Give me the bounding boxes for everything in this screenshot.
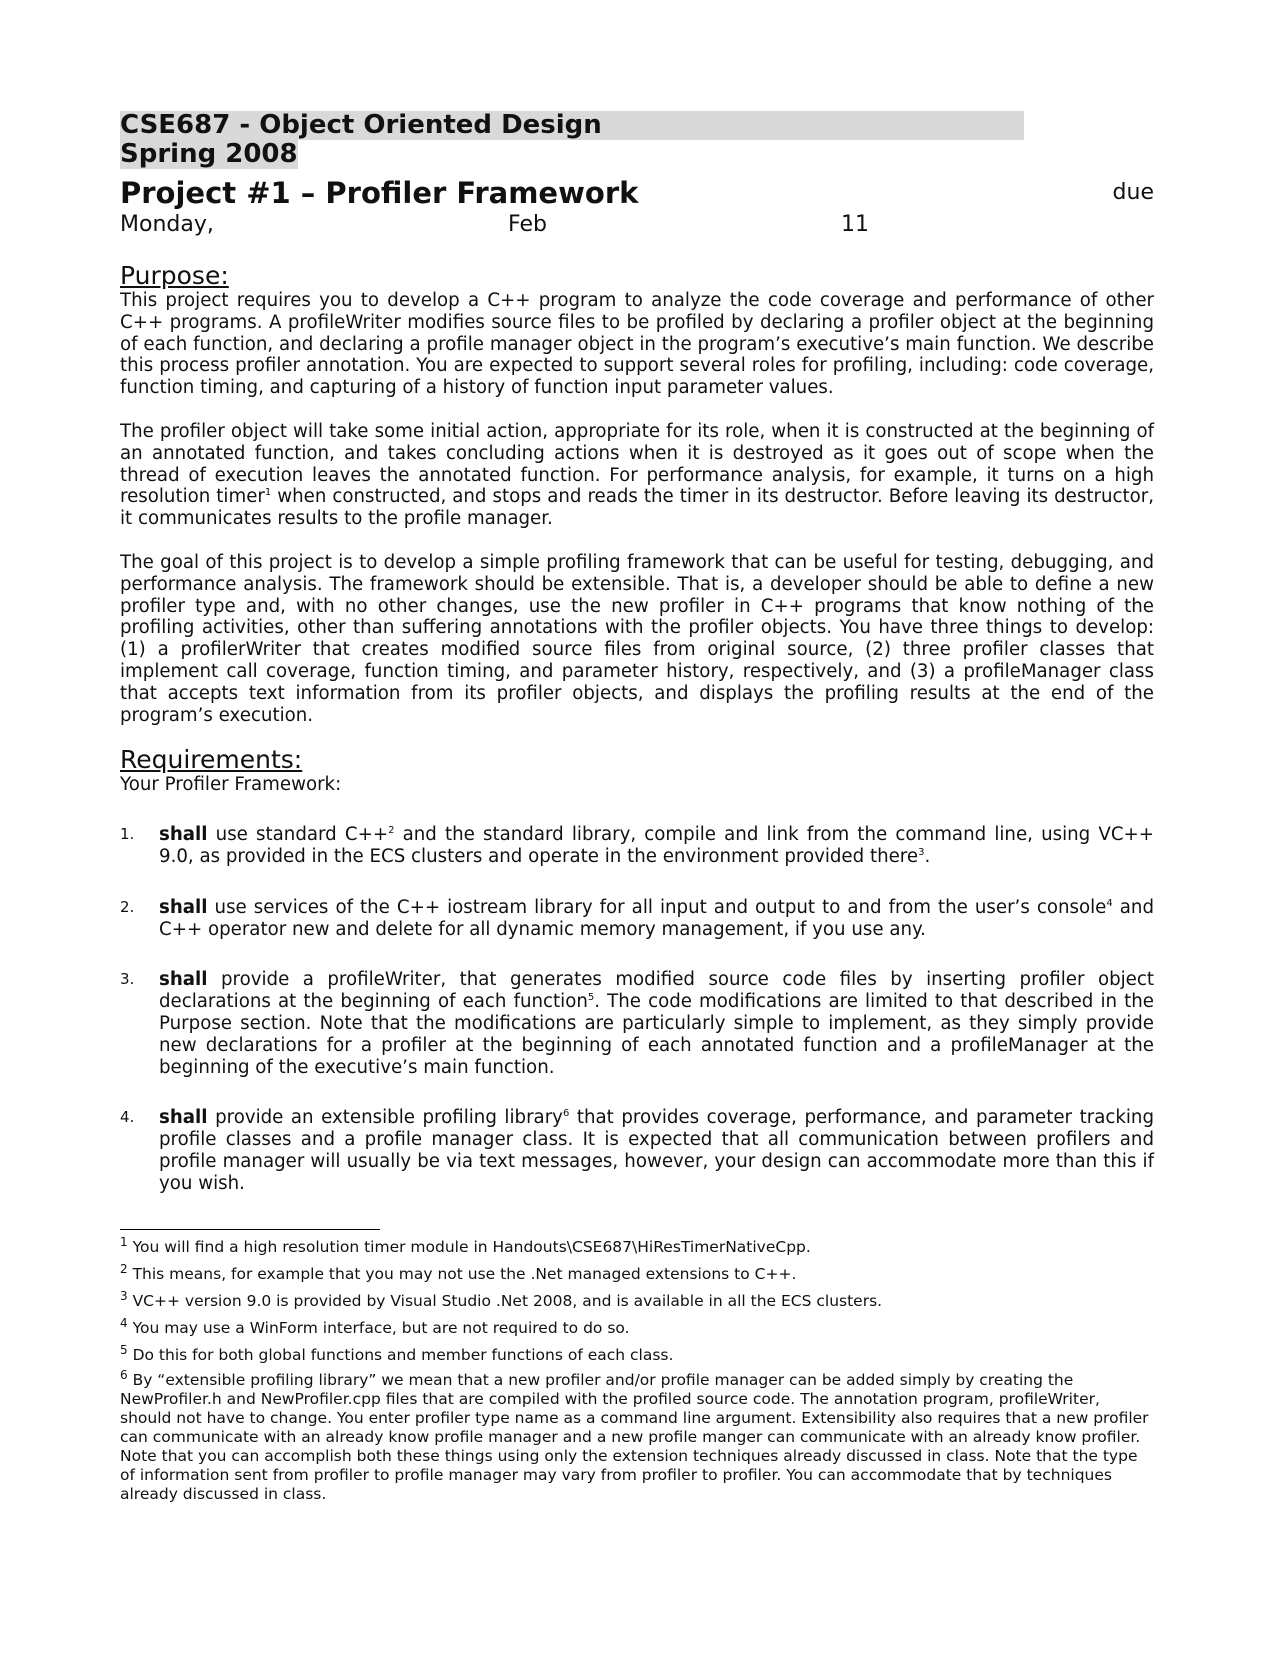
item-number: 2. (120, 897, 135, 916)
requirements-list (120, 824, 1154, 1194)
shall-keyword: shall (159, 969, 208, 991)
item-number: 3. (120, 970, 135, 989)
footnote-ref: 4 (1106, 897, 1113, 909)
shall-keyword: shall (159, 896, 208, 918)
project-title-row (120, 175, 1154, 211)
due-label: due (1112, 180, 1154, 205)
footnote: $^5$ Do this for both global functions and member functions of each class. (120, 1342, 674, 1364)
term-label: Spring 2008 (120, 139, 298, 169)
item-number: 1. (120, 825, 135, 844)
due-day: Monday, (120, 212, 214, 237)
purpose-heading: Purpose: (120, 261, 229, 290)
requirement-item: 2. shall use services of the C++ iostream library for all input and output to and from the user’s console$^4$ and C++ operator new and delete for all dynamic memory management, if you use any. (120, 896, 1154, 940)
due-date-row (120, 211, 1154, 238)
footnote: $^6$ By “extensible profiling library” we mean that a new profiler and/or profile manager can be added simply by creating the NewProfiler.h and NewProfiler.cpp files that are compiled with the profiled source code. The annotation program, profileWriter, should not have to change. You enter profiler type name as a command line argument. Extensibility also requires that a new profiler can communicate with an already know profile manager and a new profile manger can communicate with an already know profiler. Note that you can accomplish both these things using only the extension techniques already discussed in class. Note that the type of information sent from profiler to profile manager may vary from profiler to profiler. You can accommodate that by techniques already discussed in class. (120, 1367, 1149, 1503)
footnote: $^3$ VC++ version 9.0 is provided by Visual Studio .Net 2008, and is available in all the ECS clusters. (120, 1288, 883, 1310)
footnote-ref: 2 (388, 825, 395, 837)
footnote: $^4$ You may use a WinForm interface, but are not required to do so. (120, 1315, 630, 1337)
requirement-item: 4. shall provide an extensible profiling library$^6$ that provides coverage, performance, and parameter tracking profile classes and a profile manager class. It is expected that all communication between profilers and profile manager will usually be via text messages, however, your design can accommodate more than this if you wish. (120, 1107, 1154, 1194)
footnote-separator (120, 1229, 380, 1230)
document-page (120, 111, 1154, 1504)
requirements-intro: Your Profiler Framework: (120, 774, 342, 796)
shall-keyword: shall (159, 1107, 208, 1129)
footnote-ref: 1 (264, 487, 272, 499)
requirement-item: 1. shall use standard C++$^2$ and the standard library, compile and link from the command line, using VC++ 9.0, as provided in the ECS clusters and operate in the environment provided there$^3$. (120, 824, 1154, 867)
purpose-paragraph-1: This project requires you to develop a C++ program to analyze the code coverage and performance of other C++ programs. A profileWriter modifies source files to be profiled by declaring a profiler object at the beginning of each function, and declaring a profile manager object in the program’s executive’s main function. We describe this process profiler annotation. You are expected to support several roles for profiling, including: code coverage, function timing, and capturing of a history of function input parameter values. (120, 290, 1154, 399)
footnote-ref: 5 (587, 992, 595, 1004)
footnote-ref: 6 (562, 1108, 570, 1120)
requirement-item: 3. shall provide a profileWriter, that generates modified source code files by inserting profiler object declarations at the beginning of each function$^5$. The code modifications are limited to that described in the Purpose section. Note that the modifications are particularly simple to implement, as they simply provide new declarations for a profiler at the beginning of each annotated function and a profileManager at the beginning of the executive’s main function. (120, 969, 1154, 1078)
purpose-paragraph-2: The profiler object will take some initial action, appropriate for its role, when it is constructed at the beginning of an annotated function, and takes concluding actions when it is destroyed as it goes out of scope when the thread of execution leaves the annotated function. For performance analysis, for example, it turns on a high resolution timer$^1$ when constructed, and stops and reads the timer in its destructor. Before leaving its destructor, it communicates results to the profile manager. (120, 420, 1154, 530)
requirements-heading: Requirements: (120, 745, 303, 775)
course-title: CSE687 - Object Oriented Design (120, 111, 1024, 140)
item-number: 4. (120, 1108, 135, 1127)
due-date: 11 (841, 212, 869, 237)
footnote: $^1$ You will find a high resolution timer module in Handouts\CSE687\HiResTimerNativeCpp. (120, 1234, 811, 1256)
due-month: Feb (508, 212, 547, 237)
project-title: Project #1 – Profiler Framework (120, 176, 639, 210)
purpose-paragraph-3: The goal of this project is to develop a simple profiling framework that can be useful for testing, debugging, and performance analysis. The framework should be extensible. That is, a developer should be able to define a new profiler type and, with no other changes, use the new profiler in C++ programs that know nothing of the profiling activities, other than suffering annotations with the profiler objects. You have three things to develop: (1) a profilerWriter that creates modified source files from original source, (2) three profiler classes that implement call coverage, function timing, and parameter history, respectively, and (3) a profileManager class that accepts text information from its profiler objects, and displays the profiling results at the end of the program’s execution. (120, 551, 1154, 726)
footnote: $^2$ This means, for example that you may not use the .Net managed extensions to C++. (120, 1261, 797, 1283)
footnote-ref: 3 (918, 846, 925, 858)
shall-keyword: shall (159, 824, 208, 846)
